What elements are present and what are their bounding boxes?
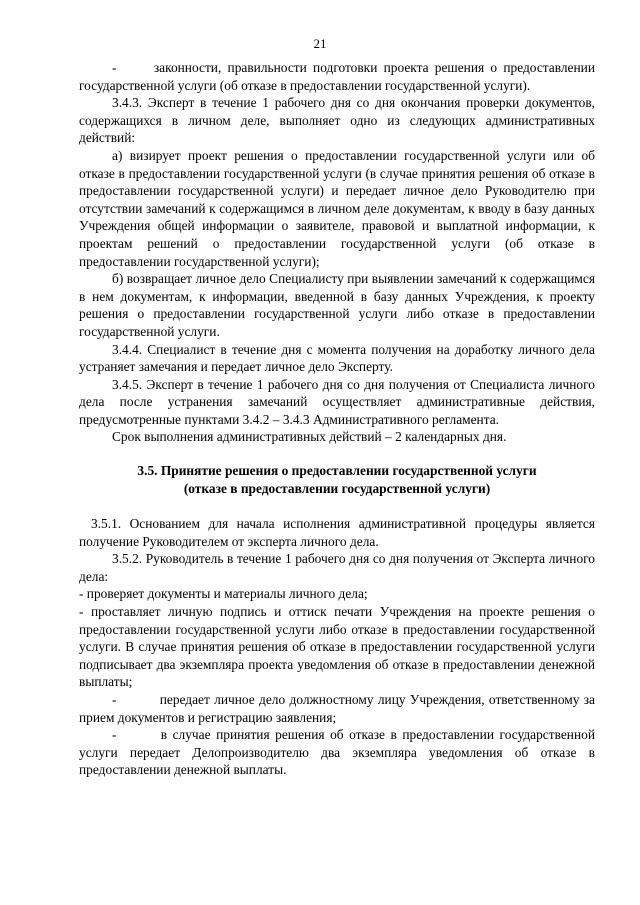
page-number: 21 (313, 36, 327, 51)
paragraph-deadline: Срок выполнения административных действий – 2 календарных дня. (112, 429, 507, 445)
section-heading-line-2: (отказе в предоставлении государственной услуги) (183, 481, 491, 497)
paragraph-3-4-3: 3.4.3. Эксперт в течение 1 рабочего дня со дня окончания проверки документов, содержащихся в личном деле, выполняет одно из следующих административных действий: (79, 95, 595, 146)
paragraph-item-a: а) визирует проект решения о предоставлении государственной услуги или об отказе в предоставлении государственной услуги (в случае принятия решения об отказе в предоставлении государственной услуги) и передает личное дело Руководителю при отсутствии замечаний к содержащимся в личном деле документам, к вводу в базу данных Учреждения общей информации о заявителе, правовой и выплатной информации, к проектам решений о предоставлении государственной услуги (об отказе в предоставлении государственной услуги); (79, 147, 595, 269)
section-heading-line-1: 3.5. Принятие решения о предоставлении государственной услуги (137, 463, 537, 479)
paragraph-3-5-2: 3.5.2. Руководитель в течение 1 рабочего дня со дня получения от Эксперта личного дела: (79, 551, 595, 584)
paragraph-3-5-1: 3.5.1. Основанием для начала исполнения административной процедуры является получение Руководителем от эксперта личного дела. (79, 516, 595, 549)
list-item-check-documents: - проверяет документы и материалы личного дела; (79, 586, 368, 602)
paragraph-item-b: б) возвращает личное дело Специалисту при выявлении замечаний к содержащимся в нем документам, к информации, введенной в базу данных Учреждения, к проекту решения о предоставлении государственной услуги либо отказе в предоставлении государственной услуги. (79, 271, 595, 339)
list-item-transfer-file: - передает личное дело должностному лицу Учреждения, ответственному за прием документов и регистрацию заявления; (79, 692, 595, 725)
paragraph-3-4-5: 3.4.5. Эксперт в течение 1 рабочего дня со дня получения от Специалиста личного дела после устранения замечаний осуществляет административные действия, предусмотренные пунктами 3.4.2 – 3.4.3 Административного регламента. (79, 376, 595, 427)
paragraph-legality: - законности, правильности подготовки проекта решения о предоставлении государственной услуги (об отказе в предоставлении государственной услуги). (79, 60, 595, 93)
section-heading-3-5 (79, 462, 595, 498)
paragraph-3-4-4: 3.4.4. Специалист в течение дня с момента получения на доработку личного дела устраняет замечания и передает личное дело Эксперту. (79, 341, 595, 375)
list-item-transfer-notices: - в случае принятия решения об отказе в предоставлении государственной услуги передает Делопроизводителю два экземпляра уведомления об отказе в предоставлении денежной выплаты. (79, 727, 595, 778)
list-item-sign-and-stamp: - проставляет личную подпись и оттиск печати Учреждения на проекте решения о предоставлении государственной услуги либо отказе в предоставлении государственной услуги. В случае принятия решения об отказе в предоставлении государственной услуги подписывает два экземпляра проекта уведомления об отказе в предоставлении денежной выплаты; (79, 604, 595, 690)
document-body (79, 59, 595, 779)
